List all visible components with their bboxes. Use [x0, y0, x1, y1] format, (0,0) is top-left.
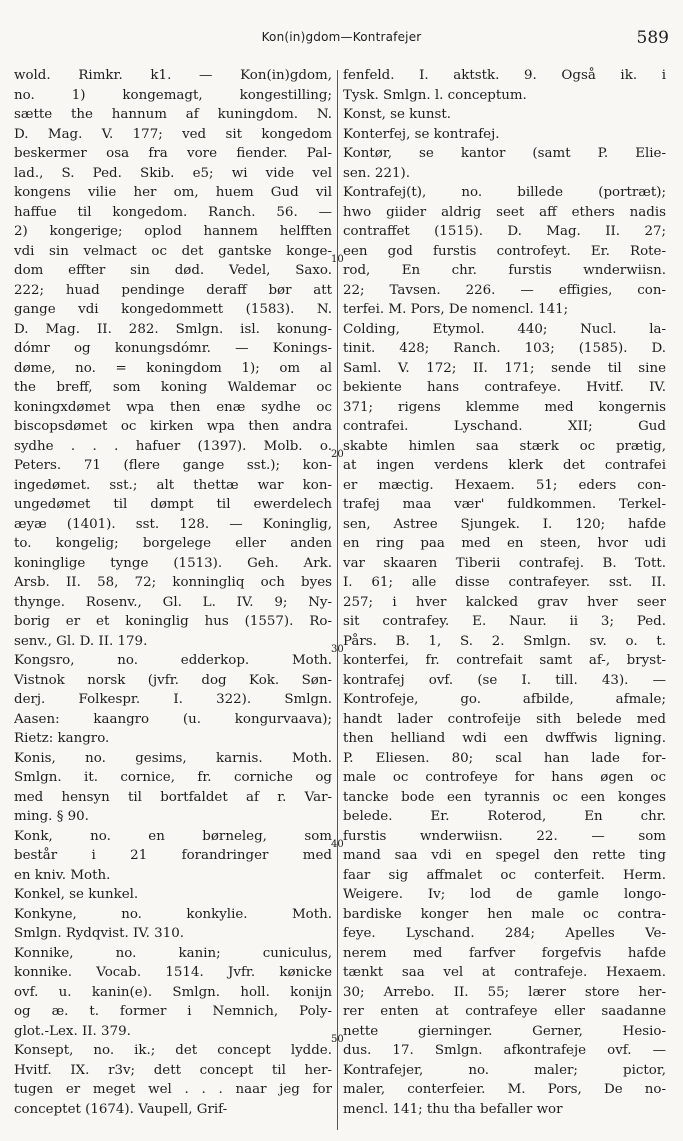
text-line: består i 21 forandringer med: [14, 848, 332, 863]
left-column: [14, 66, 332, 1119]
text-line: wold. Rimkr. k1. — Kon(in)gdom,: [14, 68, 332, 83]
text-line: fenfeld. I. aktstk. 9. Også ik. i: [343, 68, 666, 83]
text-line: P. Eliesen. 80; scal han lade for-: [343, 750, 666, 766]
text-line: dus. 17. Smlgn. afkontrafeje ovf. —: [343, 1043, 666, 1058]
text-line: dom effter sin død. Vedel, Saxo.: [14, 263, 332, 278]
text-line: lad., S. Ped. Skib. e5; wi vide vel: [14, 165, 332, 181]
text-line: gange vdi kongedommett (1583). N.: [14, 302, 332, 317]
text-line: kontrafej ovf. (se I. till. 43). —: [343, 672, 666, 688]
text-line: belede. Er. Roterod, En chr.: [343, 809, 666, 824]
text-line: Weigere. Iv; lod de gamle longo-: [343, 887, 666, 902]
text-line: døme, no. = koningdom 1); om al: [14, 360, 332, 376]
text-line: sen, Astree Sjungek. I. 120; hafde: [343, 516, 666, 532]
text-line: nerem med farfver forgefvis hafde: [343, 945, 666, 961]
text-line: contraffet (1515). D. Mag. II. 27;: [343, 224, 666, 239]
text-line: tancke bode een tyrannis oc een konges: [343, 789, 666, 805]
line-number-10: 10: [331, 254, 344, 265]
text-line: male oc controfeye for hans øgen oc: [343, 770, 666, 785]
text-line: Kontrofeje, go. afbilde, afmale;: [343, 692, 666, 707]
text-line: med hensyn til bortfaldet af r. Var-: [14, 789, 332, 805]
text-line: furstis wnderwiisn. 22. — som: [343, 828, 666, 844]
text-line: beskermer osa fra vore fiender. Pal-: [14, 146, 332, 161]
text-line: Konkel, se kunkel.: [14, 887, 139, 902]
text-line: terfei. M. Pors, De nomencl. 141;: [343, 302, 569, 317]
text-line: Konis, no. gesims, karnis. Moth.: [14, 750, 332, 766]
text-line: tugen er meget wel . . . naar jeg for: [14, 1082, 332, 1097]
text-line: to. kongelig; borgelege eller anden: [14, 536, 332, 551]
line-number-20: 20: [331, 449, 344, 460]
text-line: var skaaren Tiberii contrafej. B. Tott.: [343, 555, 666, 571]
text-line: Rietz: kangro.: [14, 731, 110, 746]
text-line: rod, En chr. furstis wnderwiisn.: [343, 263, 666, 278]
text-line: vdi sin velmact oc det gantske konge-: [14, 243, 332, 259]
text-line: then helliand wdi een dwffwis ligning.: [343, 731, 666, 746]
text-line: en kniv. Moth.: [14, 867, 111, 883]
text-line: skabte himlen saa stærk oc prætig,: [343, 438, 666, 454]
text-line: D. Mag. V. 177; ved sit kongedom: [14, 126, 332, 142]
page-number: 589: [636, 28, 669, 48]
text-line: biscopsdømet oc kirken wpa then andra: [14, 419, 332, 434]
text-line: haffue til kongedom. Ranch. 56. —: [14, 204, 332, 220]
text-line: Kongsro, no. edderkop. Moth.: [14, 653, 332, 668]
text-line: feye. Lyschand. 284; Apelles Ve-: [343, 926, 666, 941]
text-line: Konk, no. en børneleg, som: [14, 828, 332, 844]
text-line: Peters. 71 (flere gange sst.); kon-: [14, 458, 332, 473]
text-line: Hvitf. IX. r3v; dett concept til her-: [14, 1062, 332, 1078]
text-line: 2) kongerige; oplod hannem helfften: [14, 224, 332, 239]
text-line: Tysk. Smlgn. l. conceptum.: [343, 87, 527, 103]
text-line: derj. Folkespr. I. 322). Smlgn.: [14, 692, 332, 707]
text-line: sydhe . . . hafuer (1397). Molb. o.: [14, 438, 332, 454]
text-line: maler, conterfeier. M. Pors, De no-: [343, 1082, 666, 1097]
text-line: conceptet (1674). Vaupell, Grif-: [14, 1101, 228, 1117]
text-line: Konterfej, se kontrafej.: [343, 126, 500, 142]
text-line: ovf. u. kanin(e). Smlgn. holl. konijn: [14, 984, 332, 1000]
text-line: ungedømet til dømpt til ewerdelech: [14, 497, 332, 512]
column-divider: [337, 70, 338, 1130]
text-line: rer enten at contrafeye eller saadanne: [343, 1004, 666, 1019]
text-line: en ring paa med en steen, hvor udi: [343, 536, 666, 551]
text-line: kongens vilie her om, huem Gud vil: [14, 185, 332, 200]
text-line: Kontrafejer, no. maler; pictor,: [343, 1062, 666, 1078]
text-line: 371; rigens klemme med kongernis: [343, 399, 666, 415]
text-line: faar sig affmalet oc conterfeit. Herm.: [343, 867, 666, 883]
text-line: I. 61; alle disse contrafeyer. sst. II.: [343, 575, 666, 590]
text-line: koningxdømet wpa then enæ sydhe oc: [14, 399, 332, 415]
text-line: een god furstis controfeyt. Er. Rote-: [343, 243, 666, 259]
text-line: Colding, Etymol. 440; Nucl. la-: [343, 321, 666, 337]
text-line: dómr og konungsdómr. — Konings-: [14, 341, 332, 356]
text-line: borig er et koninglig hus (1557). Ro-: [14, 614, 332, 629]
text-line: senv., Gl. D. II. 179.: [14, 633, 148, 649]
text-line: thynge. Rosenv., Gl. L. IV. 9; Ny-: [14, 594, 332, 610]
text-line: tænkt saa vel at contrafeje. Hexaem.: [343, 965, 666, 980]
text-line: sætte the hannum af kuningdom. N.: [14, 107, 332, 122]
text-line: Smlgn. it. cornice, fr. corniche og: [14, 770, 332, 785]
text-line: 22; Tavsen. 226. — effigies, con-: [343, 282, 666, 298]
text-line: 222; huad pendinge deraff bør att: [14, 282, 332, 298]
text-line: Aasen: kaangro (u. kongurvaava);: [14, 711, 332, 727]
text-line: Konsept, no. ik.; det concept lydde.: [14, 1043, 332, 1058]
text-line: ming. § 90.: [14, 809, 89, 824]
text-line: bekiente hans contrafeye. Hvitf. IV.: [343, 380, 666, 395]
text-line: Kontør, se kantor (samt P. Elie-: [343, 146, 666, 161]
text-line: bardiske konger hen male oc contra-: [343, 906, 666, 922]
text-line: er mæctig. Hexaem. 51; eders con-: [343, 477, 666, 493]
text-line: at ingen verdens klerk det contrafei: [343, 458, 666, 473]
running-title: Kon(in)gdom—Kontrafejer: [261, 30, 422, 44]
text-line: no. 1) kongemagt, kongestilling;: [14, 87, 332, 103]
text-line: Smlgn. Rydqvist. IV. 310.: [14, 926, 184, 941]
text-line: hwo giider aldrig seet aff ethers nadis: [343, 204, 666, 220]
text-line: Konkyne, no. konkylie. Moth.: [14, 906, 332, 922]
text-line: mand saa vdi en spegel den rette ting: [343, 848, 666, 863]
text-line: mencl. 141; thu tha befaller wor: [343, 1101, 563, 1117]
text-line: koninglige tynge (1513). Geh. Ark.: [14, 555, 332, 571]
text-line: sit contrafey. E. Naur. ii 3; Ped.: [343, 614, 666, 629]
text-line: D. Mag. II. 282. Smlgn. isl. konung-: [14, 321, 332, 337]
text-line: ingedømet. sst.; alt thettæ war kon-: [14, 477, 332, 493]
text-line: tinit. 428; Ranch. 103; (1585). D.: [343, 341, 666, 356]
text-line: æyæ (1401). sst. 128. — Koninglig,: [14, 516, 332, 532]
text-line: 30; Arrebo. II. 55; lærer store her-: [343, 984, 666, 1000]
text-line: Konnike, no. kanin; cuniculus,: [14, 945, 332, 961]
text-line: Vistnok norsk (jvfr. dog Kok. Søn-: [14, 672, 332, 688]
text-line: Arsb. II. 58, 72; konningliq och byes: [14, 575, 332, 590]
text-line: handt lader controfeije sith belede med: [343, 711, 666, 727]
text-line: sen. 221).: [343, 165, 410, 181]
right-column: [343, 66, 666, 1119]
text-line: contrafei. Lyschand. XII; Gud: [343, 419, 666, 434]
text-line: glot.-Lex. II. 379.: [14, 1023, 131, 1039]
line-number-40: 40: [331, 839, 344, 850]
line-number-30: 30: [331, 644, 344, 655]
line-number-50: 50: [331, 1034, 344, 1045]
text-line: trafej maa vær' fuldkommen. Terkel-: [343, 497, 666, 512]
text-line: 257; i hver kalcked grav hver seer: [343, 594, 666, 610]
text-line: Saml. V. 172; II. 171; sende til sine: [343, 360, 666, 376]
text-line: nette gierninger. Gerner, Hesio-: [343, 1023, 666, 1039]
text-line: Kontrafej(t), no. billede (portræt);: [343, 185, 666, 200]
text-line: og æ. t. former i Nemnich, Poly-: [14, 1004, 332, 1019]
text-line: konterfei, fr. contrefait samt af-, bryst-: [343, 653, 666, 668]
text-line: Pårs. B. 1, S. 2. Smlgn. sv. o. t.: [343, 633, 666, 649]
text-line: konnike. Vocab. 1514. Jvfr. kønicke: [14, 965, 332, 980]
page-header: [0, 28, 683, 52]
text-line: the breff, som koning Waldemar oc: [14, 380, 332, 395]
text-line: Konst, se kunst.: [343, 107, 452, 122]
